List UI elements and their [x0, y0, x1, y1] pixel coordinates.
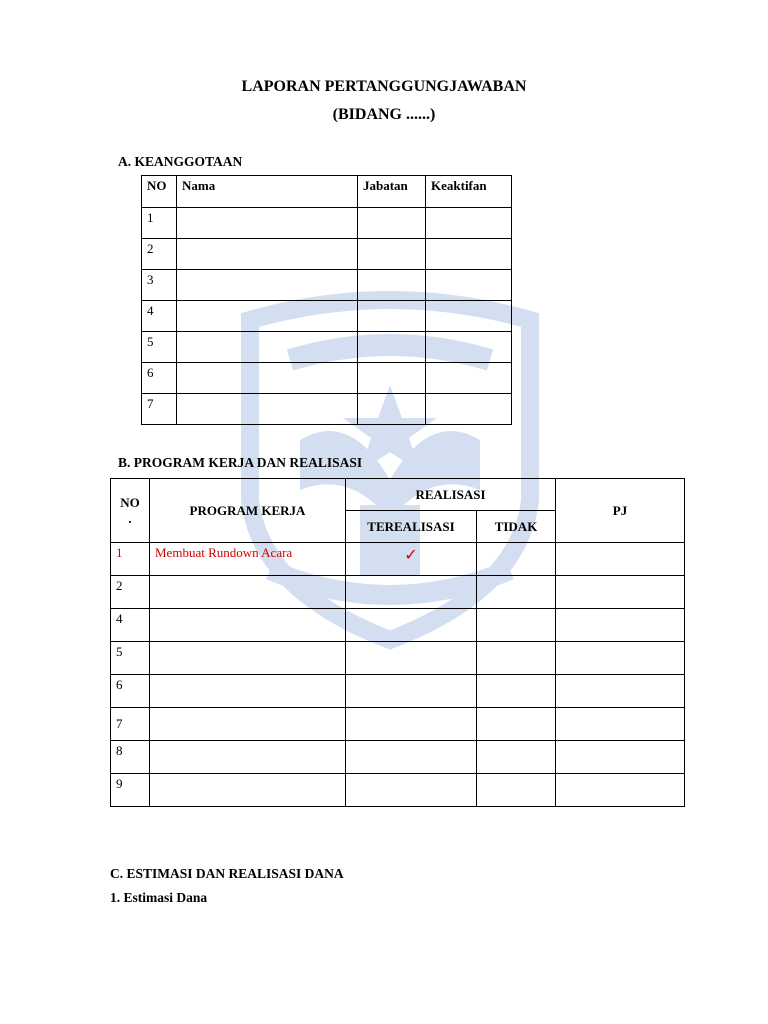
check-mark-icon[interactable]: ✓: [346, 543, 477, 576]
cell-tidak[interactable]: [477, 708, 556, 741]
table-row: [142, 363, 512, 394]
row-no: 2: [111, 576, 150, 609]
table-row: [111, 543, 685, 576]
table-row: [142, 239, 512, 270]
cell-keaktifan[interactable]: [426, 363, 512, 394]
col-tidak: TIDAK: [477, 511, 556, 543]
row-no: 3: [142, 270, 177, 301]
table-row: [111, 642, 685, 675]
cell-program[interactable]: Membuat Rundown Acara: [150, 543, 346, 576]
col-keaktifan: Keaktifan: [426, 176, 512, 208]
col-terealisasi: TEREALISASI: [346, 511, 477, 543]
row-no: 6: [111, 675, 150, 708]
cell-keaktifan[interactable]: [426, 208, 512, 239]
cell-program[interactable]: [150, 675, 346, 708]
cell-nama[interactable]: [177, 332, 358, 363]
row-no: 1: [142, 208, 177, 239]
section-c-heading: C. ESTIMASI DAN REALISASI DANA: [110, 866, 344, 881]
row-no: 4: [142, 301, 177, 332]
cell-keaktifan[interactable]: [426, 394, 512, 425]
cell-tidak[interactable]: [477, 642, 556, 675]
cell-terealisasi[interactable]: [346, 642, 477, 675]
table-row: [142, 301, 512, 332]
cell-program[interactable]: [150, 708, 346, 741]
cell-program[interactable]: [150, 609, 346, 642]
table-row: [111, 774, 685, 807]
row-no: 8: [111, 741, 150, 774]
cell-program[interactable]: [150, 774, 346, 807]
cell-tidak[interactable]: [477, 576, 556, 609]
row-no: 7: [142, 394, 177, 425]
cell-pj[interactable]: [556, 774, 685, 807]
cell-pj[interactable]: [556, 609, 685, 642]
cell-terealisasi[interactable]: [346, 741, 477, 774]
col-jabatan: Jabatan: [358, 176, 426, 208]
cell-terealisasi[interactable]: [346, 675, 477, 708]
cell-jabatan[interactable]: [358, 208, 426, 239]
cell-terealisasi[interactable]: [346, 774, 477, 807]
cell-program[interactable]: [150, 576, 346, 609]
table-row: [111, 609, 685, 642]
cell-nama[interactable]: [177, 270, 358, 301]
cell-tidak[interactable]: [477, 675, 556, 708]
cell-jabatan[interactable]: [358, 394, 426, 425]
cell-nama[interactable]: [177, 301, 358, 332]
table-row: [142, 394, 512, 425]
cell-nama[interactable]: [177, 394, 358, 425]
cell-terealisasi[interactable]: [346, 708, 477, 741]
membership-table: [141, 175, 512, 425]
cell-terealisasi[interactable]: [346, 609, 477, 642]
table-row: [111, 576, 685, 609]
table-row: [111, 675, 685, 708]
cell-tidak[interactable]: [477, 741, 556, 774]
cell-jabatan[interactable]: [358, 363, 426, 394]
col-pj: PJ: [556, 479, 685, 543]
cell-nama[interactable]: [177, 239, 358, 270]
report-title: LAPORAN PERTANGGUNGJAWABAN: [241, 78, 527, 95]
cell-keaktifan[interactable]: [426, 270, 512, 301]
cell-terealisasi[interactable]: [346, 576, 477, 609]
table-row: [111, 741, 685, 774]
cell-jabatan[interactable]: [358, 301, 426, 332]
cell-tidak[interactable]: [477, 543, 556, 576]
row-no: 9: [111, 774, 150, 807]
cell-nama[interactable]: [177, 208, 358, 239]
row-no: 7: [111, 708, 150, 741]
cell-tidak[interactable]: [477, 609, 556, 642]
col-realisasi: REALISASI: [346, 479, 556, 511]
section-b-heading: B. PROGRAM KERJA DAN REALISASI: [118, 455, 363, 470]
program-table: [110, 478, 685, 807]
row-no: 2: [142, 239, 177, 270]
cell-pj[interactable]: [556, 576, 685, 609]
cell-jabatan[interactable]: [358, 270, 426, 301]
cell-program[interactable]: [150, 741, 346, 774]
table-row: [111, 708, 685, 741]
table-row: [142, 270, 512, 301]
report-subtitle: (BIDANG ......): [332, 106, 436, 123]
cell-jabatan[interactable]: [358, 239, 426, 270]
row-no: 5: [142, 332, 177, 363]
cell-pj[interactable]: [556, 708, 685, 741]
col-program-kerja: PROGRAM KERJA: [150, 479, 346, 543]
col-nama: Nama: [177, 176, 358, 208]
cell-pj[interactable]: [556, 675, 685, 708]
section-c-subheading: 1. Estimasi Dana: [110, 890, 208, 905]
row-no: 5: [111, 642, 150, 675]
cell-program[interactable]: [150, 642, 346, 675]
row-no: 6: [142, 363, 177, 394]
col-no-dot: .: [128, 510, 132, 526]
col-no: NO: [142, 176, 177, 208]
col-no-label: NO: [120, 494, 140, 510]
row-no: 4: [111, 609, 150, 642]
cell-pj[interactable]: [556, 543, 685, 576]
cell-keaktifan[interactable]: [426, 301, 512, 332]
cell-nama[interactable]: [177, 363, 358, 394]
section-a-heading: A. KEANGGOTAAN: [118, 154, 243, 169]
row-no: 1: [111, 543, 150, 576]
cell-pj[interactable]: [556, 642, 685, 675]
table-row: [142, 332, 512, 363]
col-no: [111, 479, 150, 543]
table-row: [142, 208, 512, 239]
cell-jabatan[interactable]: [358, 332, 426, 363]
cell-keaktifan[interactable]: [426, 239, 512, 270]
cell-tidak[interactable]: [477, 774, 556, 807]
cell-keaktifan[interactable]: [426, 332, 512, 363]
cell-pj[interactable]: [556, 741, 685, 774]
